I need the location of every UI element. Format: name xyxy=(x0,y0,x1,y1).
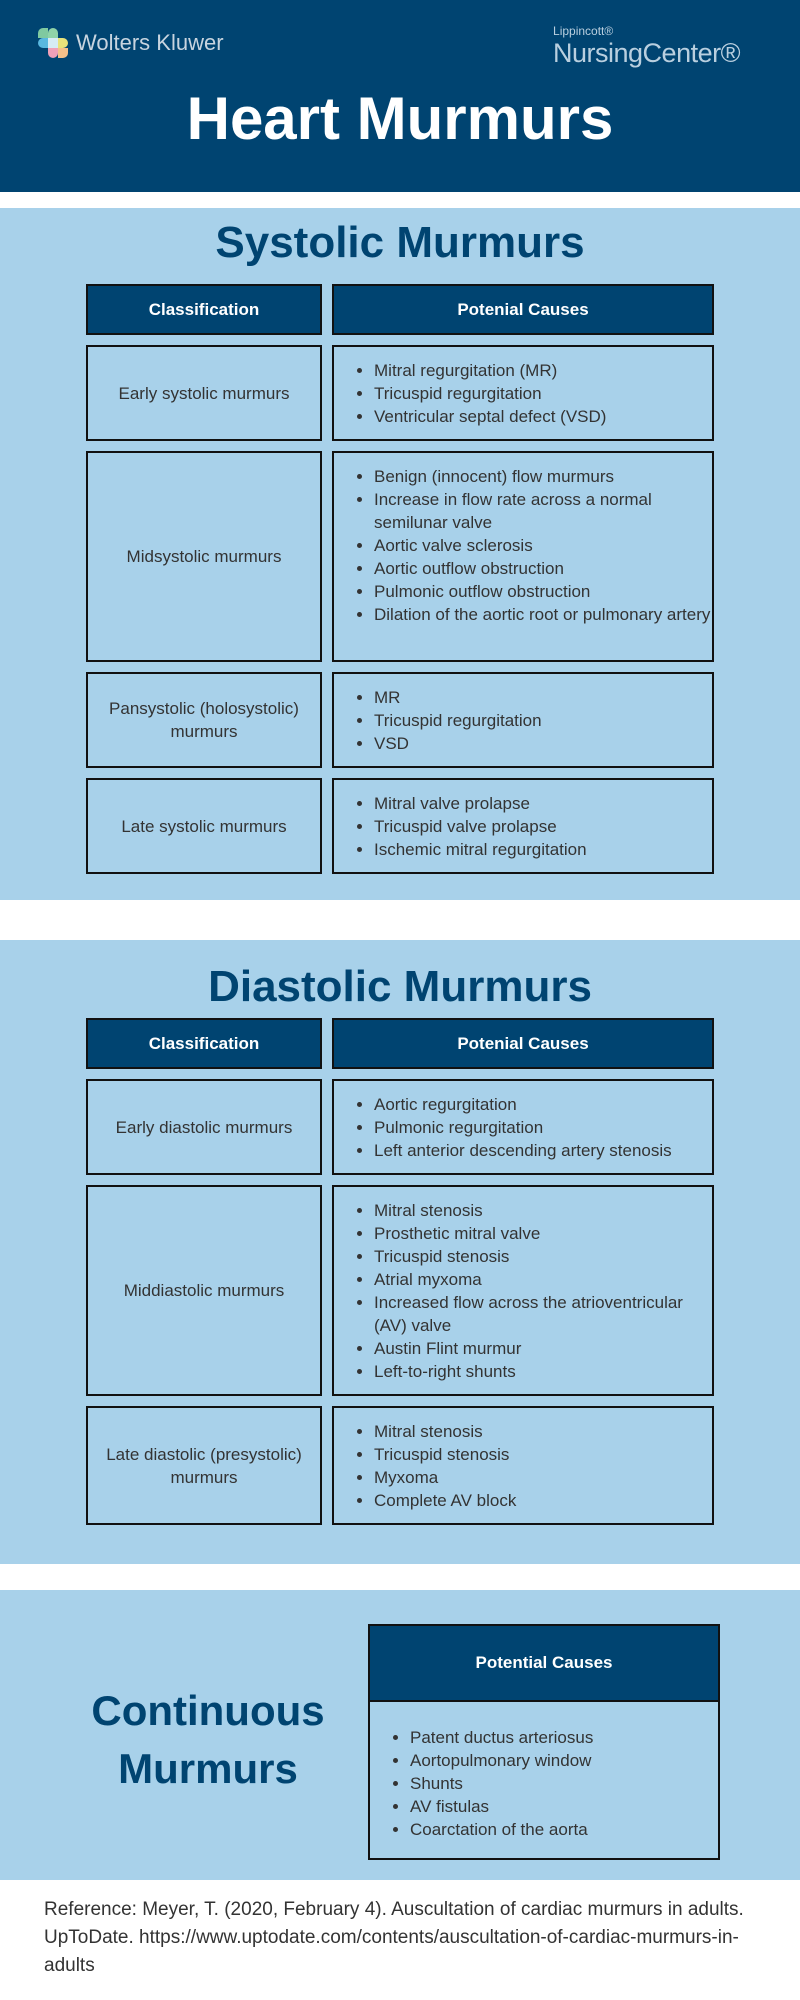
systolic-row-3-causes xyxy=(332,672,714,768)
reference-text: Reference: Meyer, T. (2020, February 4). Auscultation of cardiac murmurs in adults. UpToDate. https://www.uptodate.com/contents/auscultation-of-cardiac-murmurs-in-adults xyxy=(44,1899,744,1976)
diastolic-header-classification: Classification xyxy=(86,1018,322,1069)
cause-item: • Coarctation of the aorta xyxy=(410,1818,718,1841)
brand-name: Wolters Kluwer xyxy=(76,30,224,55)
systolic-title: Systolic Murmurs xyxy=(215,218,585,267)
diastolic-row-2-classification: Middiastolic murmurs xyxy=(86,1185,322,1396)
diastolic-row-2-causes xyxy=(332,1185,714,1396)
diastolic-title: Diastolic Murmurs xyxy=(208,962,592,1011)
cause-item: • Aortic valve sclerosis xyxy=(374,534,712,557)
cause-item: • Tricuspid valve prolapse xyxy=(374,815,712,838)
continuous-causes xyxy=(368,1700,720,1860)
cause-list xyxy=(334,1199,712,1383)
systolic-header-causes: Potenial Causes xyxy=(332,284,714,335)
diastolic-row-1-causes xyxy=(332,1079,714,1175)
cause-item: • Increase in flow rate across a normal semilunar valve xyxy=(374,488,712,534)
cause-list xyxy=(334,465,712,626)
cause-item: • AV fistulas xyxy=(410,1795,718,1818)
cause-item: • Mitral regurgitation (MR) xyxy=(374,359,712,382)
continuous-header-causes: Potential Causes xyxy=(368,1624,720,1702)
cause-item: • Benign (innocent) flow murmurs xyxy=(374,465,712,488)
systolic-row-1-classification: Early systolic murmurs xyxy=(86,345,322,441)
cause-item: • Tricuspid stenosis xyxy=(374,1443,712,1466)
cause-item: • Mitral valve prolapse xyxy=(374,792,712,815)
cause-item: • Aortic outflow obstruction xyxy=(374,557,712,580)
cause-item: • Patent ductus arteriosus xyxy=(410,1726,718,1749)
diastolic-header-causes: Potenial Causes xyxy=(332,1018,714,1069)
cause-item: • Ischemic mitral regurgitation xyxy=(374,838,712,861)
diastolic-row-3-classification: Late diastolic (presystolic) murmurs xyxy=(86,1406,322,1525)
partner-logo xyxy=(553,24,740,69)
systolic-row-3-classification: Pansystolic (holosystolic) murmurs xyxy=(86,672,322,768)
cause-item: • Ventricular septal defect (VSD) xyxy=(374,405,712,428)
brand xyxy=(38,28,224,58)
cause-item: • Aortopulmonary window xyxy=(410,1749,718,1772)
cause-item: • Pulmonic outflow obstruction xyxy=(374,580,712,603)
cause-item: • Dilation of the aortic root or pulmonary artery xyxy=(374,603,712,626)
cause-item: • Left anterior descending artery stenosis xyxy=(374,1139,712,1162)
cause-list xyxy=(370,1726,718,1841)
cause-item: • VSD xyxy=(374,732,712,755)
partner-big-text: NursingCenter® xyxy=(553,38,740,68)
cause-item: • Tricuspid stenosis xyxy=(374,1245,712,1268)
diastolic-row-3-causes xyxy=(332,1406,714,1525)
partner-small-text: Lippincott® xyxy=(553,24,614,38)
cause-item: • Tricuspid regurgitation xyxy=(374,709,712,732)
cause-item: • Pulmonic regurgitation xyxy=(374,1116,712,1139)
cause-item: • Prosthetic mitral valve xyxy=(374,1222,712,1245)
cause-item: • Shunts xyxy=(410,1772,718,1795)
continuous-title: Continuous Murmurs xyxy=(91,1687,325,1792)
cause-item: • Atrial myxoma xyxy=(374,1268,712,1291)
cause-list xyxy=(334,1093,712,1162)
cause-item: • Mitral stenosis xyxy=(374,1199,712,1222)
systolic-header-classification: Classification xyxy=(86,284,322,335)
cause-item: • Tricuspid regurgitation xyxy=(374,382,712,405)
cause-item: • Left-to-right shunts xyxy=(374,1360,712,1383)
cause-item: • Complete AV block xyxy=(374,1489,712,1512)
cause-item: • Myxoma xyxy=(374,1466,712,1489)
cause-list xyxy=(334,359,712,428)
systolic-row-1-causes xyxy=(332,345,714,441)
systolic-row-2-classification: Midsystolic murmurs xyxy=(86,451,322,662)
wolters-kluwer-logo-icon xyxy=(38,28,68,58)
cause-list xyxy=(334,686,712,755)
cause-item: • Increased flow across the atrioventricular (AV) valve xyxy=(374,1291,712,1337)
systolic-row-4-causes xyxy=(332,778,714,874)
cause-item: • Mitral stenosis xyxy=(374,1420,712,1443)
page-title: Heart Murmurs xyxy=(186,85,614,152)
cause-item: • Aortic regurgitation xyxy=(374,1093,712,1116)
systolic-row-2-causes xyxy=(332,451,714,662)
cause-item: • Austin Flint murmur xyxy=(374,1337,712,1360)
diastolic-row-1-classification: Early diastolic murmurs xyxy=(86,1079,322,1175)
systolic-row-4-classification: Late systolic murmurs xyxy=(86,778,322,874)
header-banner xyxy=(0,0,800,192)
cause-item: • MR xyxy=(374,686,712,709)
cause-list xyxy=(334,792,712,861)
cause-list xyxy=(334,1420,712,1512)
